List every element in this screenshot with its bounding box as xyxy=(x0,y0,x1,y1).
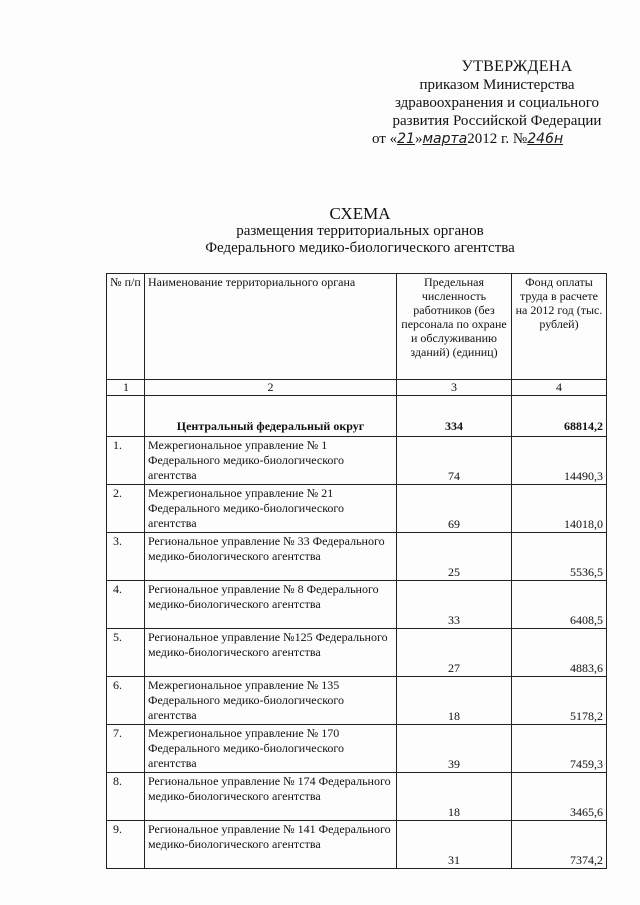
header-name: Наименование территориального органа xyxy=(145,274,397,380)
approval-date-line xyxy=(372,130,622,148)
row-staff: 31 xyxy=(397,821,512,869)
column-number: 2 xyxy=(145,380,397,396)
document-title xyxy=(160,205,560,257)
title-heading: СХЕМА xyxy=(329,204,391,223)
column-number-row xyxy=(107,380,607,396)
row-name: Межрегиональное управление № 135 Федерального медико-биологического агентства xyxy=(145,677,397,725)
title-line-3: Федерального медико-биологического агентства xyxy=(205,240,515,256)
table-row xyxy=(107,533,607,581)
row-fund: 5178,2 xyxy=(512,677,607,725)
row-number: 3. xyxy=(107,533,145,581)
district-row xyxy=(107,418,607,437)
row-staff: 39 xyxy=(397,725,512,773)
table-row xyxy=(107,581,607,629)
approval-line-ministry: приказом Министерства xyxy=(419,77,575,93)
row-staff: 69 xyxy=(397,485,512,533)
row-fund: 14490,3 xyxy=(512,437,607,485)
column-number: 1 xyxy=(107,380,145,396)
row-name: Региональное управление № 33 Федерального медико-биологического агентства xyxy=(145,533,397,581)
row-name: Межрегиональное управление № 170 Федерального медико-биологического агентства xyxy=(145,725,397,773)
title-line-2: размещения территориальных органов xyxy=(236,223,484,239)
district-name: Центральный федеральный округ xyxy=(145,418,397,437)
row-staff: 18 xyxy=(397,677,512,725)
row-number: 8. xyxy=(107,773,145,821)
row-number: 5. xyxy=(107,629,145,677)
date-mid: » xyxy=(414,131,423,147)
row-number: 4. xyxy=(107,581,145,629)
district-fund: 68814,2 xyxy=(512,418,607,437)
table-row xyxy=(107,677,607,725)
row-name: Региональное управление № 8 Федерального медико-биологического агентства xyxy=(145,581,397,629)
approval-title: УТВЕРЖДЕНА xyxy=(461,58,573,75)
row-fund: 6408,5 xyxy=(512,581,607,629)
row-name: Региональное управление №125 Федерального медико-биологического агентства xyxy=(145,629,397,677)
row-fund: 7374,2 xyxy=(512,821,607,869)
row-fund: 5536,5 xyxy=(512,533,607,581)
row-staff: 27 xyxy=(397,629,512,677)
table-row xyxy=(107,725,607,773)
row-number: 2. xyxy=(107,485,145,533)
column-number: 3 xyxy=(397,380,512,396)
table-row xyxy=(107,773,607,821)
row-staff: 33 xyxy=(397,581,512,629)
table-header-row xyxy=(107,274,607,380)
row-fund: 3465,6 xyxy=(512,773,607,821)
header-num: № п/п xyxy=(107,274,145,380)
approval-line-federation: развития Российской Федерации xyxy=(392,113,602,129)
date-year: 2012 г. № xyxy=(467,131,528,147)
table-row xyxy=(107,821,607,869)
approval-block xyxy=(372,58,622,148)
row-number: 1. xyxy=(107,437,145,485)
row-staff: 18 xyxy=(397,773,512,821)
order-number-handwritten: 246н xyxy=(527,131,564,147)
header-fund: Фонд оплаты труда в расчете на 2012 год (тыс. рублей) xyxy=(512,274,607,380)
date-prefix: от « xyxy=(372,131,398,147)
row-number: 7. xyxy=(107,725,145,773)
row-fund: 14018,0 xyxy=(512,485,607,533)
row-fund: 7459,3 xyxy=(512,725,607,773)
row-name: Региональное управление № 141 Федерального медико-биологического агентства xyxy=(145,821,397,869)
header-staff: Предельная численность работников (без персонала по охране и обслуживанию зданий) (единиц) xyxy=(397,274,512,380)
table-row xyxy=(107,629,607,677)
district-spacer-row xyxy=(107,396,607,419)
row-name: Межрегиональное управление № 1 Федерального медико-биологического агентства xyxy=(145,437,397,485)
table-row xyxy=(107,437,607,485)
row-staff: 74 xyxy=(397,437,512,485)
date-day-handwritten: 21 xyxy=(397,131,415,147)
row-fund: 4883,6 xyxy=(512,629,607,677)
approval-line-health: здравоохранения и социального xyxy=(394,95,599,111)
row-number: 6. xyxy=(107,677,145,725)
district-staff: 334 xyxy=(397,418,512,437)
row-number: 9. xyxy=(107,821,145,869)
row-staff: 25 xyxy=(397,533,512,581)
row-name: Межрегиональное управление № 21 Федерального медико-биологического агентства xyxy=(145,485,397,533)
territorial-bodies-table xyxy=(106,273,607,869)
row-name: Региональное управление № 174 Федерального медико-биологического агентства xyxy=(145,773,397,821)
column-number: 4 xyxy=(512,380,607,396)
date-month-handwritten: марта xyxy=(422,131,468,147)
table-row xyxy=(107,485,607,533)
